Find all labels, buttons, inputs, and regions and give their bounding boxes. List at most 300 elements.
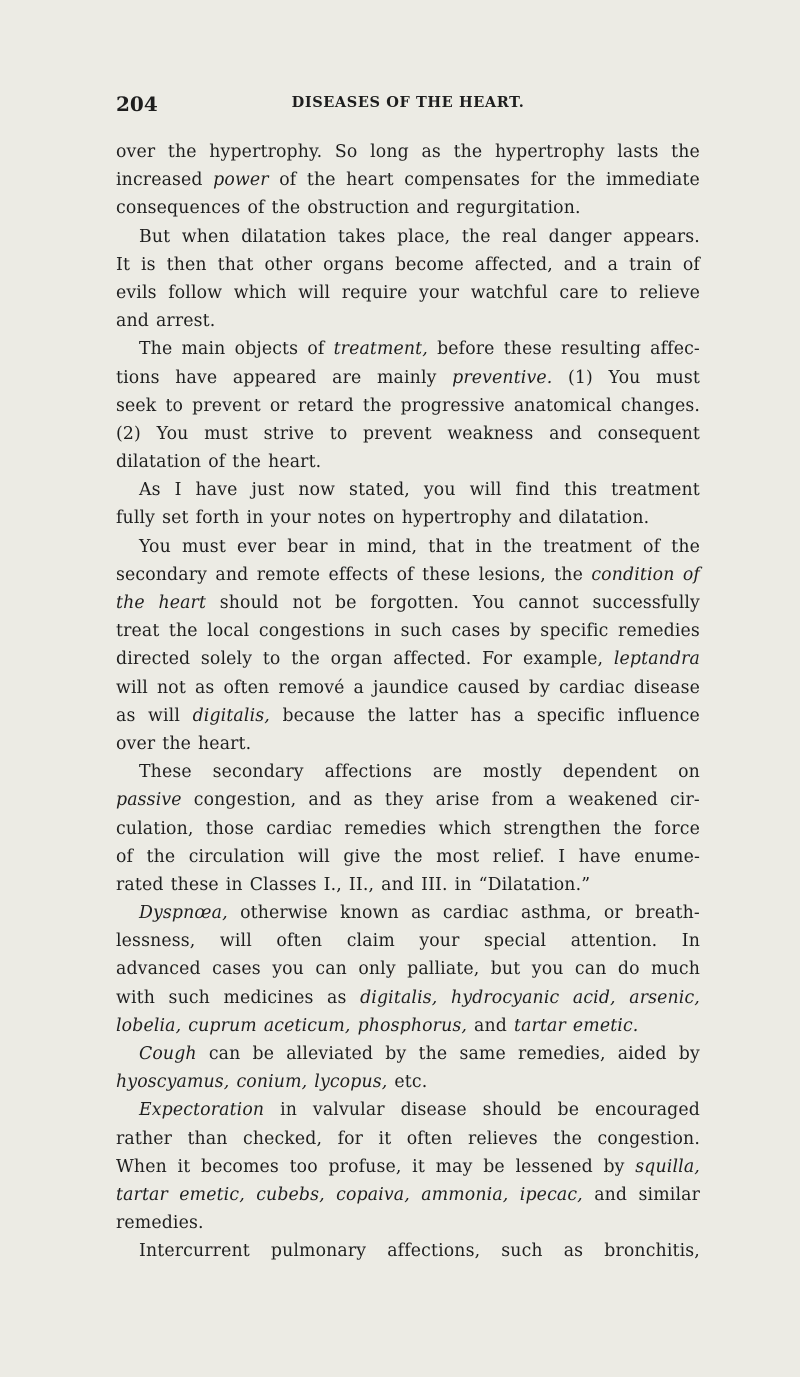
word: remedies. (116, 1213, 204, 1234)
word: “Dilatation.” (478, 874, 591, 895)
word: dilatation (241, 226, 327, 247)
text-line (116, 1209, 700, 1237)
italic-word: hyoscyamus, (116, 1072, 230, 1093)
text-line (116, 138, 700, 166)
italic-word: Cough (139, 1044, 197, 1064)
word: disease (633, 677, 700, 698)
word: long (370, 142, 409, 162)
word: give (343, 846, 381, 867)
italic-word: phosphorus, (357, 1015, 468, 1036)
italic-word: digitalis, (192, 705, 270, 726)
word: as (327, 987, 347, 1008)
italic-word: arsenic, (629, 987, 700, 1008)
word: mostly (483, 762, 542, 783)
word: specific (536, 705, 605, 726)
word: and (215, 564, 249, 585)
word: other (264, 254, 313, 275)
word: of (643, 536, 661, 557)
word: ever (237, 536, 277, 557)
word: objects (234, 339, 299, 360)
italic-word: treatment, (333, 339, 428, 360)
word: changes. (620, 395, 700, 416)
word: place, (397, 226, 451, 247)
word: forth (195, 508, 240, 529)
italic-word: hydrocyanic (450, 987, 560, 1008)
italic-word: preventive. (452, 367, 553, 388)
word: progressive (400, 395, 505, 416)
word: the (453, 142, 483, 162)
word: encouraged (594, 1100, 700, 1121)
word: of (279, 170, 297, 191)
word: much (651, 959, 700, 980)
word: can (208, 1044, 241, 1064)
text-line (116, 871, 700, 899)
word: just (251, 480, 285, 501)
word: will (148, 705, 181, 726)
word: the (168, 621, 198, 642)
word: in (280, 1100, 298, 1121)
italic-word: ipecac, (519, 1184, 583, 1205)
word: strengthen (503, 818, 602, 839)
text-line (116, 1153, 700, 1181)
word: heart. (268, 452, 322, 473)
word: over (116, 733, 156, 754)
word: have (578, 846, 621, 867)
word: with (116, 987, 155, 1008)
word: effects (328, 564, 389, 585)
word: stated, (349, 480, 410, 501)
italic-word: lycopus, (314, 1072, 388, 1093)
word: affected. (393, 649, 472, 670)
word: caused (457, 677, 520, 698)
word: in (338, 536, 356, 557)
word: III. (421, 874, 448, 895)
word: will (298, 282, 331, 303)
word: from (491, 790, 534, 811)
text-line (116, 279, 700, 307)
word: that (217, 254, 254, 275)
word: You (156, 423, 189, 444)
word: lesions, (478, 564, 546, 585)
word: in (475, 536, 493, 557)
word: dilatation (116, 452, 202, 473)
word: But (139, 226, 171, 247)
word: these (422, 564, 471, 585)
word: remedies (617, 621, 700, 642)
word: that (428, 536, 465, 557)
word: a (513, 705, 525, 726)
word: as (194, 677, 215, 698)
word: of (396, 564, 414, 585)
word: should (482, 1100, 542, 1121)
word: hypertrophy (494, 142, 605, 162)
word: such (400, 621, 443, 642)
word: the (553, 1128, 583, 1149)
text-line (116, 843, 700, 871)
italic-word: cubebs, (256, 1184, 325, 1205)
word: organ (330, 649, 383, 670)
word: For (482, 649, 513, 670)
word: heart. (198, 733, 252, 754)
italic-word: lobelia, (116, 1015, 182, 1036)
body-text (116, 138, 700, 1266)
text-line (116, 194, 700, 222)
word: to (609, 282, 628, 303)
word: and (563, 254, 597, 275)
word: affected, (474, 254, 553, 275)
word: be (252, 1044, 275, 1064)
word: such (501, 1241, 543, 1262)
word: it (177, 1156, 191, 1177)
word: the (554, 564, 583, 585)
word: treatment (543, 536, 632, 557)
word: will (297, 846, 330, 867)
word: force (654, 818, 700, 839)
word: dilatation. (558, 508, 650, 529)
word: not (157, 677, 186, 698)
word: hypertrophy. (209, 142, 323, 162)
word: as (116, 705, 136, 726)
word: bear (287, 536, 328, 557)
word: lessness, (116, 931, 196, 952)
word: these (503, 339, 552, 360)
word: have (175, 367, 218, 388)
italic-word: conium, (236, 1072, 308, 1093)
word: otherwise (240, 903, 328, 924)
italic-word: tartar (116, 1184, 168, 1205)
word: takes (337, 226, 386, 247)
word: attention. (570, 931, 658, 952)
word: breath- (635, 903, 700, 924)
italic-word: acid, (572, 987, 616, 1008)
word: II., (348, 874, 375, 895)
word: find (515, 480, 551, 501)
word: (1) (568, 367, 593, 388)
word: seek (116, 395, 157, 416)
word: cannot (518, 593, 579, 613)
word: it (412, 1156, 425, 1177)
word: are (432, 762, 463, 783)
word: to (329, 423, 348, 444)
word: by (509, 621, 531, 642)
text-line (116, 1125, 700, 1153)
word: over (116, 142, 156, 162)
word: becomes (200, 1156, 279, 1177)
word: a (353, 677, 364, 698)
text-line (116, 420, 700, 448)
word: I (558, 846, 566, 867)
word: known (340, 903, 399, 924)
word: specific (540, 621, 609, 642)
text-line (116, 166, 700, 194)
word: remové (278, 677, 345, 698)
word: mainly (377, 367, 437, 388)
word: when (181, 226, 230, 247)
word: affections (324, 762, 412, 783)
word: by (385, 1044, 407, 1064)
word: profuse, (328, 1156, 402, 1177)
word: anatomical (513, 395, 612, 416)
word: this (564, 480, 598, 501)
word: or (269, 395, 289, 416)
word: than (187, 1128, 228, 1149)
word: to (262, 649, 281, 670)
word: immediate (605, 170, 700, 191)
text-line (116, 815, 700, 843)
word: on (372, 508, 395, 529)
word: you (423, 480, 456, 501)
word: the (566, 170, 596, 191)
word: appears. (623, 226, 700, 247)
word: in (454, 874, 472, 895)
word: These (139, 762, 192, 783)
italic-word: power (213, 170, 269, 191)
word: disease (400, 1100, 467, 1121)
word: the (362, 395, 392, 416)
word: most (436, 846, 480, 867)
text-line (116, 645, 700, 673)
word: often (276, 931, 323, 952)
word: watchful (470, 282, 548, 303)
italic-word: heart (158, 593, 207, 613)
word: remedies, (517, 1044, 606, 1064)
word: by (678, 1044, 700, 1064)
word: compensates (404, 170, 521, 191)
word: as (353, 790, 373, 811)
word: It (116, 254, 131, 275)
word: advanced (116, 959, 201, 980)
word: bronchitis, (604, 1241, 700, 1262)
word: I (174, 480, 182, 501)
word: So (334, 142, 358, 162)
word: heart (346, 170, 394, 191)
word: You (139, 536, 171, 557)
word: treat (116, 621, 160, 642)
word: the (291, 649, 320, 670)
italic-word: passive (116, 790, 182, 811)
word: the (306, 170, 336, 191)
word: the (162, 733, 192, 754)
word: weakness (447, 423, 534, 444)
word: are (332, 367, 362, 388)
text-line (116, 1237, 700, 1265)
word: the (146, 846, 176, 867)
word: only (358, 959, 396, 980)
word: etc. (394, 1072, 428, 1093)
text-line (116, 674, 700, 702)
italic-word: digitalis, (360, 987, 438, 1008)
word: rather (116, 1128, 173, 1149)
italic-word: emetic, (179, 1184, 245, 1205)
word: treatment (611, 480, 700, 501)
word: checked, (242, 1128, 323, 1149)
italic-word: aceticum, (263, 1015, 351, 1036)
word: the (461, 226, 491, 247)
word: often (223, 677, 270, 698)
word: culation, (116, 818, 194, 839)
text-line (116, 561, 700, 589)
word: circulation (188, 846, 285, 867)
word: prevent (192, 395, 261, 416)
text-line (116, 448, 700, 476)
word: lasts (617, 142, 659, 162)
word: of (247, 198, 265, 219)
text-line (116, 758, 700, 786)
word: your (419, 931, 460, 952)
word: cardiac (558, 677, 625, 698)
word: in (374, 621, 392, 642)
italic-word: copaiva, (336, 1184, 410, 1205)
word: hypertrophy (401, 508, 512, 529)
word: of (307, 339, 325, 360)
word: the (671, 536, 700, 557)
word: remedies (344, 818, 427, 839)
word: and (474, 1015, 507, 1036)
word: but (490, 959, 521, 980)
word: In (681, 931, 700, 952)
word: obstruction (307, 198, 410, 219)
word: then (166, 254, 207, 275)
word: dependent (562, 762, 658, 783)
italic-word: squilla, (635, 1156, 700, 1177)
word: will (219, 931, 252, 952)
word: real (502, 226, 538, 247)
text-line (116, 955, 700, 983)
word: may (435, 1156, 473, 1177)
text-line (116, 730, 700, 758)
word: As (139, 480, 161, 501)
word: often (406, 1128, 453, 1149)
word: successfully (592, 593, 700, 613)
word: for (530, 170, 557, 191)
word: by (528, 677, 550, 698)
italic-word: Expectoration (139, 1100, 265, 1121)
word: cir- (669, 790, 700, 811)
word: as (563, 1241, 584, 1262)
word: the (271, 198, 301, 219)
word: the (613, 818, 643, 839)
word: tions (116, 367, 160, 388)
word: secondary (212, 762, 304, 783)
word: medicines (223, 987, 314, 1008)
word: do (617, 959, 640, 980)
word: example, (522, 649, 604, 670)
word: and (549, 423, 583, 444)
word: it (378, 1128, 392, 1149)
word: these (170, 874, 219, 895)
word: cardiac (266, 818, 333, 839)
word: notes (317, 508, 366, 529)
word: aided (617, 1044, 667, 1064)
word: be (483, 1156, 505, 1177)
word: can (574, 959, 607, 980)
word: affec- (650, 339, 700, 360)
word: arise (435, 790, 480, 811)
word: congestions (258, 621, 365, 642)
word: be (335, 593, 357, 613)
word: affections, (387, 1241, 481, 1262)
word: remote (256, 564, 321, 585)
word: weakened (568, 790, 658, 811)
text-line (116, 504, 700, 532)
word: will (116, 677, 148, 698)
italic-word: condition (591, 564, 675, 585)
text-line (116, 1068, 700, 1096)
word: the (232, 452, 262, 473)
word: your (419, 282, 460, 303)
text-line (116, 702, 700, 730)
page-number: 204 (116, 92, 158, 116)
word: for (337, 1128, 364, 1149)
text-line (116, 335, 700, 363)
text-line (116, 1040, 700, 1068)
word: fully (116, 508, 156, 529)
word: become (394, 254, 464, 275)
italic-word: of (682, 564, 700, 585)
word: congestion, (193, 790, 297, 811)
word: same (459, 1044, 506, 1064)
italic-word: tartar (513, 1015, 566, 1036)
word: you (531, 959, 564, 980)
word: follow (168, 282, 223, 303)
italic-word: emetic. (572, 1015, 639, 1036)
word: can (315, 959, 347, 980)
italic-word: leptandra (613, 649, 700, 670)
word: resulting (561, 339, 642, 360)
word: must (656, 367, 700, 388)
word: special (483, 931, 547, 952)
word: they (384, 790, 424, 811)
word: regurgitation. (456, 198, 581, 219)
word: similar (638, 1184, 700, 1205)
word: and (381, 874, 415, 895)
word: is (141, 254, 156, 275)
word: You (608, 367, 641, 388)
word: (2) (116, 423, 141, 444)
word: on (678, 762, 700, 783)
word: the (418, 1044, 448, 1064)
word: in (225, 874, 243, 895)
word: Classes (249, 874, 317, 895)
word: consequent (597, 423, 700, 444)
word: the (167, 142, 197, 162)
word: by (603, 1156, 625, 1177)
word: mind, (366, 536, 418, 557)
word: which (233, 282, 287, 303)
word: those (205, 818, 255, 839)
word: the (367, 705, 397, 726)
text-line (116, 364, 700, 392)
word: relieves (468, 1128, 538, 1149)
text-line (116, 927, 700, 955)
word: a (545, 790, 557, 811)
word: and (518, 508, 552, 529)
word: has (470, 705, 502, 726)
word: too (289, 1156, 318, 1177)
word: strive (263, 423, 315, 444)
word: rated (116, 874, 164, 895)
italic-word: Dyspnœa, (139, 903, 228, 924)
word: and (416, 198, 450, 219)
word: retard (297, 395, 354, 416)
word: appeared (232, 367, 317, 388)
word: of (116, 846, 134, 867)
word: local (207, 621, 250, 642)
running-title: DISEASES OF THE HEART. (291, 94, 525, 111)
italic-word: cuprum (188, 1015, 257, 1036)
word: or (603, 903, 623, 924)
word: in (246, 508, 264, 529)
